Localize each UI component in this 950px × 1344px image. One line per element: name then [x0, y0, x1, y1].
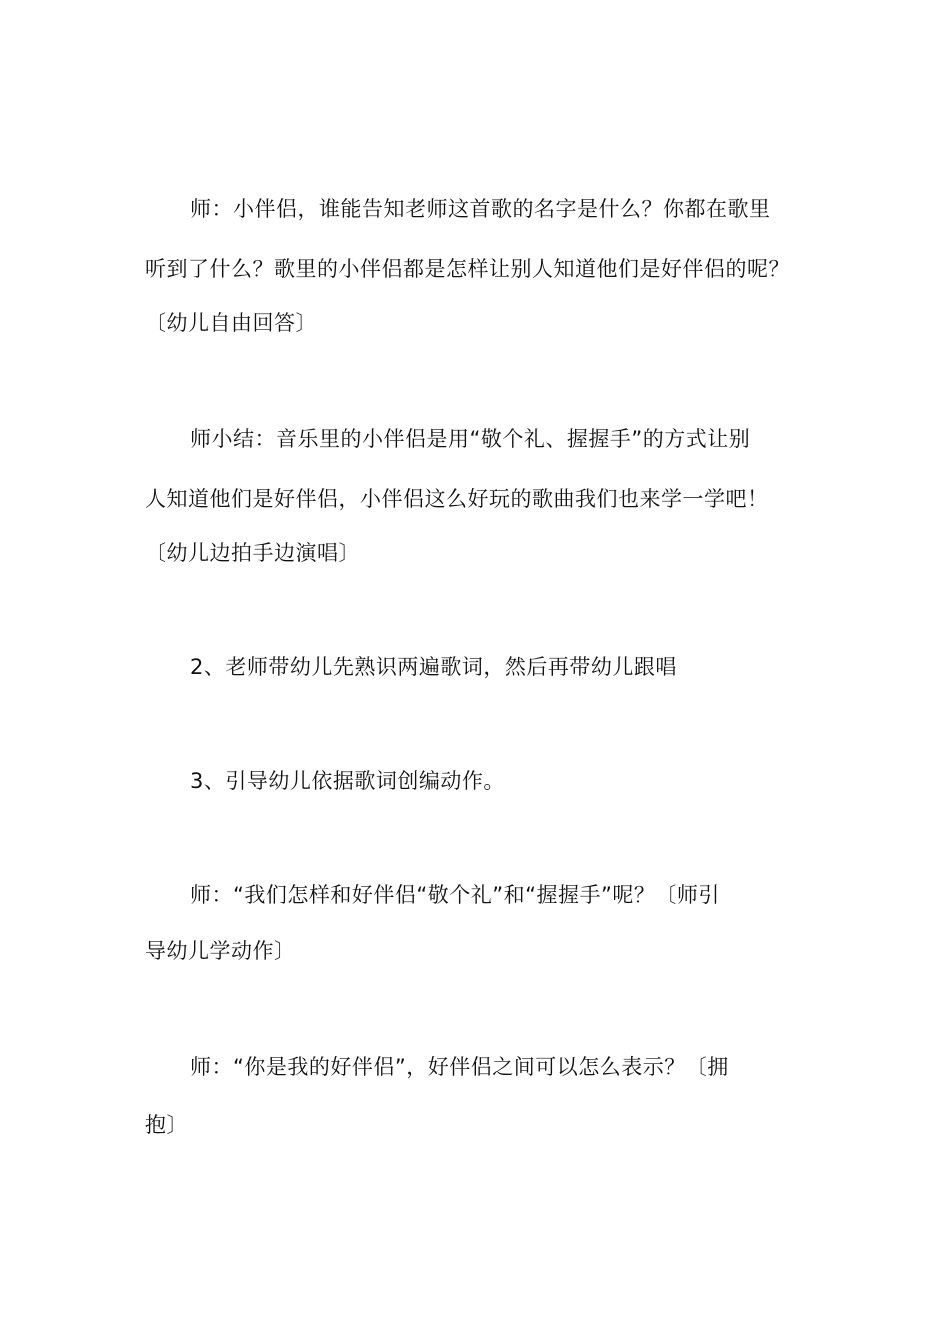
paragraph-2-line-3: 〔幼儿边拍手边演唱〕: [145, 541, 360, 565]
paragraph-2-line-1: 师小结：音乐里的小伴侣是用“敬个礼、握握手”的方式让别: [190, 427, 751, 451]
paragraph-1-line-3: 〔幼儿自由回答〕: [145, 311, 317, 335]
paragraph-3-line-1: 2、老师带幼儿先熟识两遍歌词，然后再带幼儿跟唱: [190, 655, 677, 679]
paragraph-6-line-1: 师：“你是我的好伴侣”，好伴侣之间可以怎么表示？〔拥: [190, 1055, 729, 1079]
paragraph-1-line-1: 师：小伴侣，谁能告知老师这首歌的名字是什么？你都在歌里: [190, 197, 771, 221]
paragraph-1-line-2: 听到了什么？歌里的小伴侣都是怎样让别人知道他们是好伴侣的呢？: [145, 257, 790, 281]
paragraph-6-line-2: 抱〕: [145, 1113, 188, 1137]
paragraph-5-line-2: 导幼儿学动作〕: [145, 939, 296, 963]
paragraph-5-line-1: 师：“我们怎样和好伴侣“敬个礼”和“握握手”呢？〔师引: [190, 883, 720, 907]
paragraph-2-line-2: 人知道他们是好伴侣，小伴侣这么好玩的歌曲我们也来学一学吧！: [145, 487, 769, 511]
paragraph-4-line-1: 3、引导幼儿依据歌词创编动作。: [190, 769, 505, 793]
